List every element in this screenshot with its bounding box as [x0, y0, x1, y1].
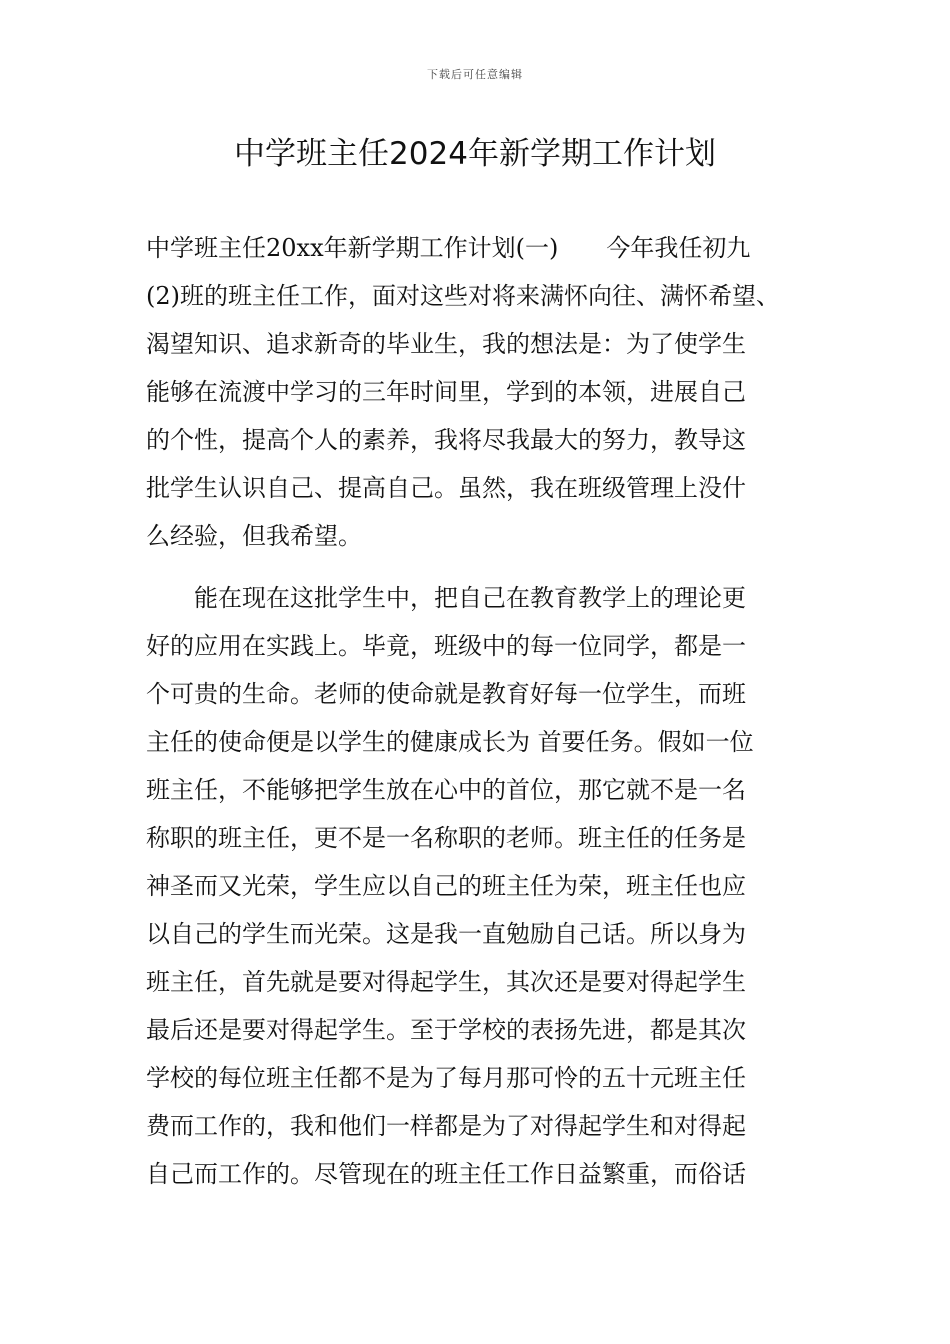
text-line: 班主任，首先就是要对得起学生，其次还是要对得起学生 [146, 968, 746, 996]
text-line: 自己而工作的。尽管现在的班主任工作日益繁重，而俗话 [146, 1160, 746, 1188]
page-header-note: 下载后可任意编辑 [427, 68, 523, 81]
text-line: 好的应用在实践上。毕竟，班级中的每一位同学，都是一 [146, 632, 746, 660]
text-line: 神圣而又光荣，学生应以自己的班主任为荣，班主任也应 [146, 872, 746, 900]
text-line: 学校的每位班主任都不是为了每月那可怜的五十元班主任 [146, 1064, 746, 1092]
document-title: 中学班主任2024年新学期工作计划 [234, 136, 716, 172]
text-line: 以自己的学生而光荣。这是我一直勉励自己话。所以身为 [146, 920, 746, 948]
paragraph-1 [146, 224, 826, 560]
text-line: 能在现在这批学生中，把自己在教育教学上的理论更 [146, 584, 746, 612]
text-line: 么经验，但我希望。 [146, 522, 362, 550]
text-line: (2)班的班主任工作，面对这些对将来满怀向往、满怀希望、 [146, 282, 780, 310]
text-line: 费而工作的，我和他们一样都是为了对得起学生和对得起 [146, 1112, 746, 1140]
text-line: 班主任，不能够把学生放在心中的首位，那它就不是一名 [146, 776, 746, 804]
text-line: 渴望知识、追求新奇的毕业生，我的想法是：为了使学生 [146, 330, 746, 358]
text-line: 的个性，提高个人的素养，我将尽我最大的努力，教导这 [146, 426, 746, 454]
paragraph-2 [146, 574, 826, 1198]
text-line: 能够在流渡中学习的三年时间里，学到的本领，进展自己 [146, 378, 746, 406]
text-line: 个可贵的生命。老师的使命就是教育好每一位学生，而班 [146, 680, 746, 708]
text-line: 称职的班主任，更不是一名称职的老师。班主任的任务是 [146, 824, 746, 852]
text-line: 中学班主任20xx年新学期工作计划(一) 今年我任初九 [146, 234, 751, 262]
text-line: 最后还是要对得起学生。至于学校的表扬先进，都是其次 [146, 1016, 746, 1044]
text-line: 主任的使命便是以学生的健康成长为 首要任务。假如一位 [146, 728, 754, 756]
text-line: 批学生认识自己、提高自己。虽然，我在班级管理上没什 [146, 474, 746, 502]
